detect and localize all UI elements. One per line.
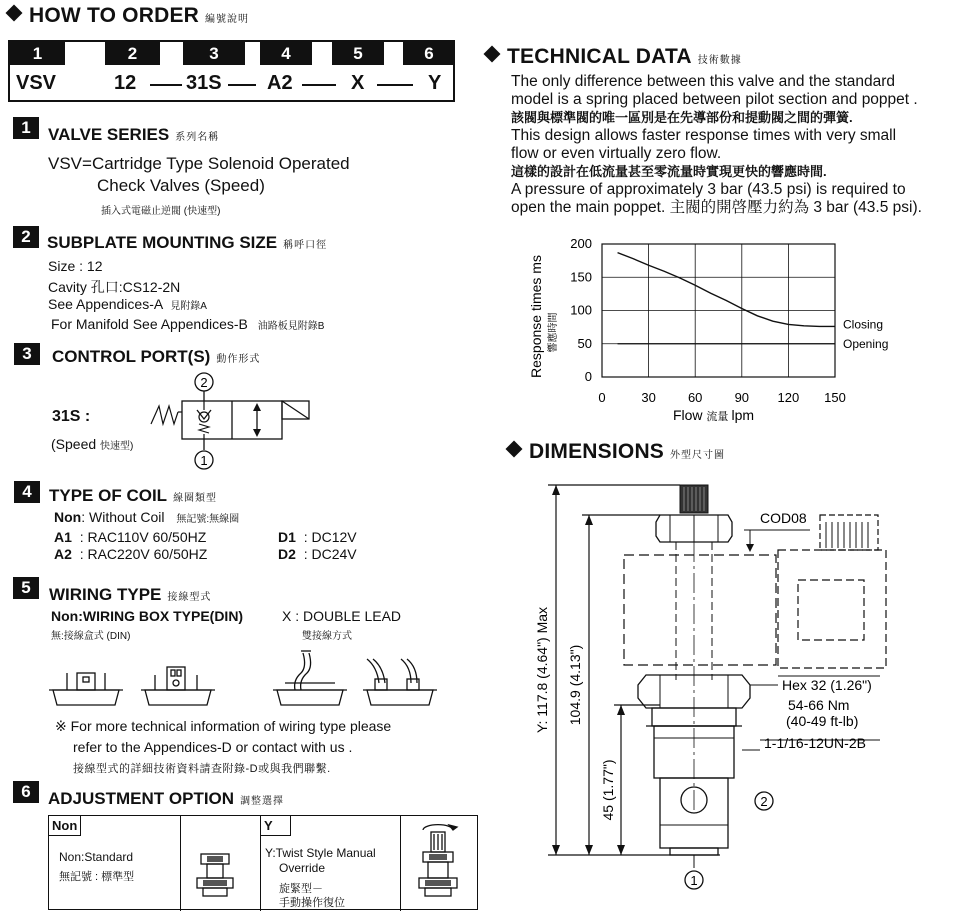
order-pos-2: 2 (105, 42, 160, 65)
tech-p2-zh: 這樣的設計在低流量甚至零流量時實現更快的響應時間. (511, 164, 827, 179)
subplate-heading (47, 233, 327, 253)
order-pos-6: 6 (403, 42, 455, 65)
series-label-closing: Closing (843, 317, 884, 332)
twist-override-icon (401, 816, 477, 911)
x-tick-label: 60 (687, 390, 703, 405)
x-axis-label-zh: 流量 (706, 411, 732, 423)
coil-outline (624, 555, 776, 665)
wiring-x-zh: 雙接線方式 (302, 631, 352, 642)
wiring-x: X : DOUBLE LEAD (282, 608, 402, 624)
din-connector-icon (49, 673, 123, 705)
speed-text (51, 436, 133, 452)
diamond-icon (484, 46, 501, 63)
adjustment-title: ADJUSTMENT OPTION (48, 789, 235, 808)
adj-non-zh: 無記號 : 標準型 (59, 871, 135, 883)
dimensions-heading (508, 440, 725, 464)
order-val-5: X (351, 72, 365, 94)
adj-non-desc: Non:Standard (59, 850, 134, 864)
diamond-icon (506, 441, 523, 458)
valve-series-heading (48, 125, 219, 145)
adj-y-desc1: Y:Twist Style Manual (265, 846, 376, 860)
y-tick-label: 0 (584, 369, 592, 384)
adjustment-table (48, 815, 478, 910)
coil-a2-code: A2 (54, 546, 72, 562)
dim-port-1-label: 1 (690, 873, 698, 888)
cavity-text: Cavity 孔口:CS12-2N (48, 279, 181, 295)
double-lead-icon (273, 651, 347, 705)
x-tick-label: 30 (641, 390, 656, 405)
technical-data-title: TECHNICAL DATA (507, 45, 692, 68)
tech-p1a: The only difference between this valve and the standard (511, 73, 896, 90)
y-axis-label-zh: 響應時間 (548, 312, 559, 353)
valve-series-title: VALVE SERIES (48, 125, 170, 144)
dimension-drawing (520, 470, 920, 910)
tech-p1-zh: 該閥與標準閥的唯一區別是在先導部份和提動閥之間的彈簧. (511, 110, 853, 125)
control-port-title-zh: 動作形式 (216, 354, 261, 365)
subplate-title-zh: 稱呼口徑 (283, 240, 328, 251)
coil-a1-row (54, 529, 206, 545)
order-dash (150, 84, 182, 86)
coil-d1-code: D1 (278, 529, 296, 545)
how-to-order-title-zh: 編號說明 (205, 14, 250, 25)
arrow-down-icon (253, 429, 261, 437)
order-val-1: VSV (16, 72, 57, 94)
coil-a1-code: A1 (54, 529, 72, 545)
valve-series-line1: VSV=Cartridge Type Solenoid Operated (48, 154, 350, 173)
manifold-label: For Manifold See Appendices-B (51, 316, 248, 332)
order-dash (377, 84, 413, 86)
coil-a2-row (54, 546, 207, 562)
section-number-5: 5 (13, 577, 39, 599)
order-code-table (8, 40, 455, 102)
section-number-4: 4 (14, 481, 40, 503)
wiring-type-heading (49, 585, 211, 605)
section-number-6: 6 (13, 781, 39, 803)
dimensions-title-zh: 外型尺寸圖 (670, 450, 726, 461)
adj-non-cell (49, 816, 181, 911)
len-45-label: 45 (1.77") (600, 759, 616, 821)
control-port-heading (52, 347, 260, 367)
y-tick-label: 150 (570, 269, 592, 285)
adj-y-desc2: Override (279, 861, 326, 875)
x-tick-label: 150 (824, 390, 846, 405)
order-val-3: 31S (186, 72, 222, 94)
wiring-non: Non:WIRING BOX TYPE(DIN) (51, 608, 244, 624)
coil-non-code: Non (54, 509, 82, 525)
wiring-note-zh: 接線型式的詳細技術資料請查附錄-D或與我們聯繫. (73, 763, 331, 775)
order-value-row (10, 65, 453, 102)
cod-label: COD08 (760, 510, 807, 526)
how-to-order-title: HOW TO ORDER (29, 4, 200, 27)
order-dash (302, 84, 336, 86)
adj-y-head: Y (261, 816, 291, 836)
din-connector-icon (141, 667, 215, 705)
subplate-title: SUBPLATE MOUNTING SIZE (47, 233, 278, 252)
spring-icon (151, 406, 178, 424)
adj-y-image-cell (401, 816, 477, 911)
coil-non-desc: : Without Coil (81, 509, 165, 525)
din-connector-outline (778, 550, 886, 668)
wiring-non-zh: 無:接線盒式 (DIN) (51, 631, 131, 642)
torque-label-1: 54-66 Nm (788, 697, 850, 713)
wiring-type-title: WIRING TYPE (49, 585, 162, 604)
arrow-up-icon (253, 403, 261, 411)
order-val-6: Y (428, 72, 442, 94)
coil-type-title-zh: 線圈類型 (173, 493, 218, 504)
section-number-3: 3 (14, 343, 40, 365)
coil-d2-code: D2 (278, 546, 296, 562)
size-text: Size : 12 (48, 258, 103, 274)
port-2-label: 2 (200, 375, 208, 390)
control-port-title: CONTROL PORT(S) (52, 347, 211, 366)
appendix-a-label: See Appendices-A (48, 296, 163, 312)
hex-label: Hex 32 (1.26") (782, 677, 872, 693)
tech-p3a: A pressure of approximately 3 bar (43.5 psi) is required to (511, 181, 906, 198)
coil-type-title: TYPE OF COIL (49, 486, 168, 505)
section-number-2: 2 (13, 226, 39, 248)
coil-non-row (54, 509, 239, 525)
adj-y-cell (261, 816, 401, 911)
coil-d2-desc: : DC24V (303, 546, 357, 562)
y-tick-label: 50 (577, 335, 592, 351)
adj-non-image-cell (181, 816, 261, 911)
series-label-opening: Opening (843, 336, 889, 351)
valve-series-line2: Check Valves (Speed) (97, 176, 265, 195)
adj-y-zh1: 旋緊型－ (279, 883, 323, 895)
tech-p3b: open the main poppet. 主閥的開啓壓力約為 3 bar (43.5 psi). (511, 199, 922, 216)
speed-label: (Speed (51, 436, 97, 452)
wiring-note-line2: refer to the Appendices-D or contact with us . (73, 739, 353, 755)
response-time-chart (515, 232, 915, 432)
x-axis-unit: lpm (731, 407, 755, 423)
torque-label-2: (40-49 ft-lb) (786, 713, 859, 729)
order-pos-5: 5 (332, 42, 384, 65)
x-axis-label: Flow 流量 lpm (672, 407, 755, 423)
x-tick-label: 90 (734, 390, 750, 405)
speed-zh: 快速型) (100, 441, 134, 452)
control-code: 31S : (52, 408, 91, 425)
adj-non-head: Non (49, 816, 81, 836)
thread-label: 1-1/16-12UN-2B (764, 735, 866, 751)
coil-a2-desc: : RAC220V 60/50HZ (79, 546, 208, 562)
control-symbol-diagram (145, 372, 315, 472)
coil-d2-row (278, 546, 357, 562)
order-dash (228, 84, 256, 86)
x-tick-label: 120 (777, 390, 800, 405)
technical-data-title-zh: 技術數據 (697, 55, 742, 66)
double-lead-icon (363, 659, 437, 705)
wiring-type-title-zh: 接線型式 (167, 592, 212, 603)
wiring-note-line1: ※ For more technical information of wiring type please (55, 718, 392, 734)
technical-text (511, 73, 976, 217)
dimensions-title: DIMENSIONS (529, 440, 665, 463)
how-to-order-heading (8, 4, 249, 28)
coil-d1-desc: : DC12V (303, 529, 357, 545)
coil-d1-row (278, 529, 357, 545)
diamond-icon (6, 5, 23, 22)
wiring-illustrations (45, 645, 445, 710)
order-pos-4: 4 (260, 42, 312, 65)
tech-p2b: flow or even virtually zero flow. (511, 145, 722, 162)
technical-data-heading (486, 45, 742, 69)
appendix-a-text (48, 296, 207, 312)
adj-y-zh2: 手動操作復位 (279, 897, 345, 909)
adjustment-title-zh: 調整選擇 (240, 796, 285, 807)
manifold-text (51, 316, 324, 332)
section-number-1: 1 (13, 117, 39, 139)
y-axis-label: Response times ms (528, 255, 544, 378)
order-val-2: 12 (114, 72, 137, 94)
appendix-a-zh: 見附錄A (170, 301, 207, 312)
tech-p1b: model is a spring placed between pilot section and poppet . (511, 91, 918, 108)
coil-type-heading (49, 486, 217, 506)
coil-non-zh: 無記號:無線圈 (176, 514, 240, 525)
manifold-zh: 油路板見附錄B (257, 321, 325, 332)
order-position-row (10, 42, 453, 65)
port-1-label: 1 (200, 453, 208, 468)
x-tick-label: 0 (598, 390, 606, 405)
order-pos-3: 3 (183, 42, 245, 65)
y-max-label: Y: 117.8 (4.64") Max (534, 606, 550, 734)
y-tick-label: 200 (570, 236, 592, 251)
tech-p2a: This design allows faster response times with very small (511, 127, 897, 144)
y-tick-label: 100 (570, 302, 592, 318)
order-pos-1: 1 (10, 42, 65, 65)
valve-series-title-zh: 系列名稱 (175, 132, 220, 143)
order-val-4: A2 (267, 72, 293, 94)
dim-port-2-label: 2 (760, 794, 768, 809)
adjustment-heading (48, 789, 284, 809)
len-104-label: 104.9 (4.13") (567, 644, 583, 726)
valve-series-zh: 插入式電磁止逆閥 (快速型) (101, 206, 221, 217)
standard-adjust-icon (181, 816, 261, 911)
series-line-closing (618, 253, 835, 327)
coil-a1-desc: : RAC110V 60/50HZ (79, 529, 207, 545)
